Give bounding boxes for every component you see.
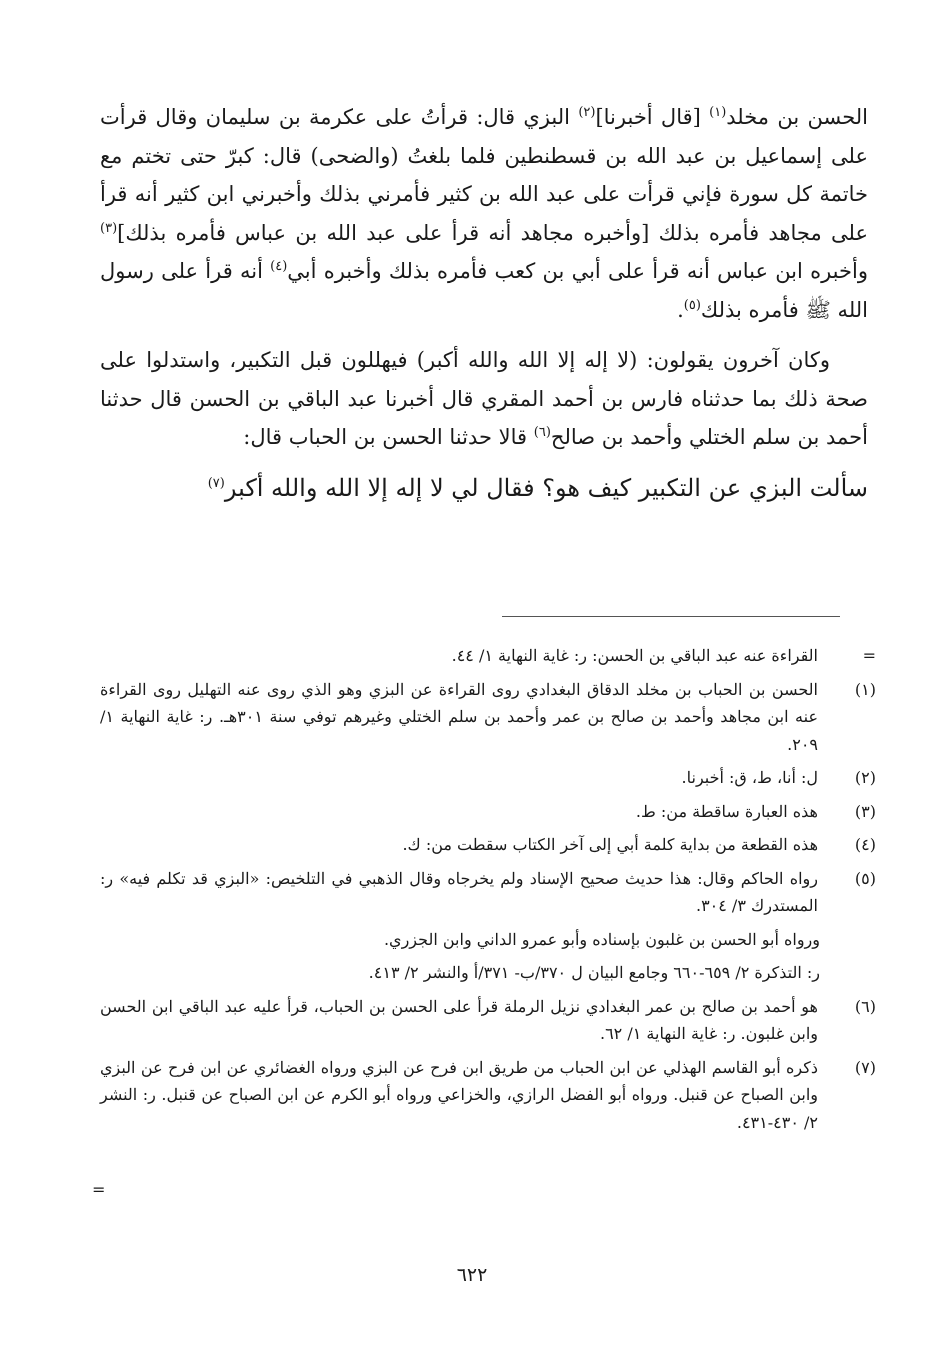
footnote-text: ذكره أبو القاسم الهذلي عن ابن الحباب من طريق ابن فرح عن البزي ورواه الغضائري عن ابن فرح عن البزي وابن الصباح عن قنبل. ورواه أبو الفضل الرازي، والخزاعي ورواه أبو الكرم عن ابن الصباح عن قنبل. ر: النشر ٢/ ٤٣٠-٤٣١. [100, 1057, 819, 1132]
text-run: أنه قرأ على رسول الله ﷺ فأمره بذلك [100, 259, 868, 322]
text-run: سألت البزي عن التكبير كيف هو؟ فقال لي لا إله إلا الله والله أكبر [224, 473, 868, 502]
text-run: . [677, 297, 684, 322]
text-run: الحسن بن مخلد [726, 105, 869, 129]
footnote-number: (٥) [854, 868, 876, 888]
text-run: البزي قال: قرأتُ على عكرمة بن سليمان وقال قرأت على إسماعيل بن عبد الله بن قسطنطين فلما بلغتُ (والضحى) قال: كبرّ حتى تختم مع خاتمة كل سورة فإني قرأت على عبد الله بن كثير فأمرني بذلك وأخبرني ابن كثير أنه قرأ على مجاهد فأمره بذلك [وأخبره مجاهد أنه قرأ على عبد الله بن عباس فأمره بذلك] [100, 105, 868, 245]
footnote-ref-1: (١) [709, 105, 727, 120]
end-continuation-mark: = [92, 1180, 106, 1199]
text-run: قالا حدثنا الحسن بن الحباب قال: [243, 425, 534, 449]
footnote-ref-4: (٤) [270, 259, 288, 274]
footnote-ref-7: (٧) [207, 475, 225, 491]
footnote-1 [100, 676, 878, 759]
text-run: وكان آخرون يقولون: (لا إله إلا الله والله أكبر) فيهللون قبل التكبير، واستدلوا على صحة ذلك بما حدثناه فارس بن أحمد المقري قال أخبرنا عبد الباقي بن الحسن قال حدثنا أحمد بن سلم الختلي وأحمد بن صالح [100, 348, 868, 449]
main-text [100, 98, 868, 519]
footnote-2 [100, 764, 878, 792]
footnote-number: (٤) [854, 835, 876, 854]
footnote-4 [100, 831, 878, 859]
footnote-separator [502, 616, 840, 617]
footnote-7 [100, 1054, 878, 1137]
footnote-5-extra-line: ورواه أبو الحسن بن غلبون بإسناده وأبو عمرو الداني وابن الجزري. [383, 929, 820, 949]
footnote-5-extra-line: ر: التذكرة ٢/ ٦٥٩-٦٦٠ وجامع البيان ل ٣٧٠/ب- ٣٧١/أ والنشر ٢/ ٤١٣. [368, 963, 820, 982]
footnote-number: (٦) [854, 996, 876, 1016]
footnote-number: (١) [854, 679, 876, 699]
footnote-ref-2: (٢) [578, 105, 596, 120]
footnote-text: هذه العبارة ساقطة من: ط. [635, 801, 818, 821]
paragraph-2 [100, 341, 868, 457]
footnote-text: هذه القطعة من بداية كلمة أبي إلى آخر الكتاب سقطت من: ك. [402, 835, 818, 854]
footnote-3 [100, 798, 878, 826]
footnote-6 [100, 993, 878, 1048]
footnote-text: هو أحمد بن صالح بن عمر البغدادي نزيل الرملة قرأ على الحسن بن الحباب، قرأ عليه عبد الباقي ابن الحسن وابن غلبون. ر: غاية النهاية ١/ ٦٢. [100, 996, 818, 1043]
footnote-5 [100, 865, 878, 920]
paragraph-1 [100, 98, 868, 329]
text-run: وأخبره ابن عباس أنه قرأ على أبي بن كعب فأمره بذلك وأخبره أبي [287, 259, 868, 283]
footnote-text: رواه الحاكم وقال: هذا حديث صحيح الإسناد ولم يخرجاه وقال الذهبي في التلخيص: «البزي قد تكلم فيه» ر: المستدرك ٣/ ٣٠٤. [100, 868, 818, 915]
text-run: [قال أخبرنا] [595, 105, 710, 129]
footnote-number: (٣) [854, 801, 876, 821]
footnote-continuation [100, 642, 878, 670]
footnote-text: القراءة عنه عبد الباقي بن الحسن: ر: غاية النهاية ١/ ٤٤. [451, 646, 818, 665]
footnote-ref-3: (٣) [100, 220, 118, 236]
continuation-mark: = [862, 646, 876, 665]
footnote-number: (٢) [854, 768, 876, 787]
page-number: ٦٢٢ [456, 1264, 488, 1286]
footnote-number: (٧) [854, 1057, 876, 1077]
footnote-ref-6: (٦) [533, 425, 551, 440]
footnote-ref-5: (٥) [683, 297, 701, 313]
footnotes [100, 642, 878, 1142]
paragraph-3 [100, 469, 868, 508]
footnote-text: ل: أنا، ط، ق: أخبرنا. [681, 768, 818, 787]
footnote-text: الحسن بن الحباب بن مخلد الدقاق البغدادي روى القراءة عن البزي وهو الذي روى عنه التهليل روى القراءة عنه ابن مجاهد وأحمد بن صالح بن عمر وأحمد بن سلم الختلي وغيرهم توفي سنة ٣٠١هـ. ر: غاية النهاية ١/ ٢٠٩. [100, 679, 818, 754]
